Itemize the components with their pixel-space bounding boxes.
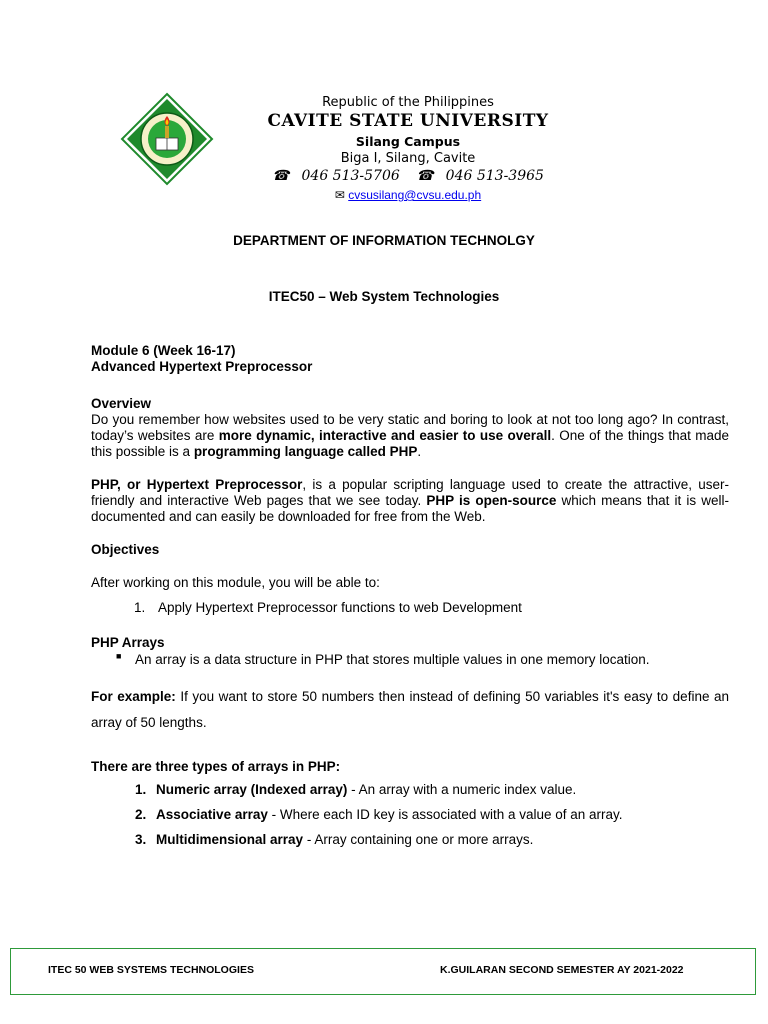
example-text: If you want to store 50 numbers then instead of defining 50 variables it's easy to define an array of 50 lengths. (91, 689, 730, 730)
republic-line: Republic of the Philippines (322, 95, 494, 110)
overview-paragraph-1 (91, 412, 729, 460)
example-paragraph (91, 684, 729, 736)
phone-icon: ☎ (416, 168, 434, 184)
type-name: Multidimensional array (156, 832, 304, 847)
phone-icon: ☎ (272, 168, 290, 184)
type-name: Numeric array (Indexed array) (156, 782, 348, 797)
module-title: Advanced Hypertext Preprocessor (91, 359, 313, 374)
type-desc: - Array containing one or more arrays. (303, 832, 534, 847)
emphasis: more dynamic, interactive and easier to use overall (218, 428, 552, 443)
university-seal-icon (120, 92, 214, 186)
email-link[interactable]: cvsusilang@cvsu.edu.ph (348, 188, 482, 202)
emphasis: programming language called PHP (193, 444, 418, 459)
emphasis: PHP, or Hypertext Preprocessor (91, 477, 303, 492)
type-desc: - Where each ID key is associated with a value of an array. (267, 807, 623, 822)
course-title: ITEC50 – Web System Technologies (268, 289, 500, 304)
arrays-heading: PHP Arrays (91, 635, 165, 650)
arrays-bullet: An array is a data structure in PHP that stores multiple values in one memory location. (135, 652, 650, 667)
bullet-icon: ■ (116, 651, 122, 661)
list-number: 3. (135, 832, 147, 847)
department-title: DEPARTMENT OF INFORMATION TECHNOLGY (233, 233, 535, 248)
list-item (135, 782, 576, 797)
envelope-icon: ✉ (334, 188, 345, 202)
footer-instructor: K.GUILARAN SECOND SEMESTER AY 2021-2022 (440, 964, 684, 976)
overview-paragraph-2 (91, 477, 729, 525)
type-desc: - An array with a numeric index value. (347, 782, 577, 797)
campus-name: Silang Campus (355, 134, 461, 149)
overview-heading: Overview (91, 396, 152, 411)
example-label: For example: (91, 689, 176, 704)
types-heading: There are three types of arrays in PHP: (91, 759, 341, 774)
list-item (135, 807, 623, 822)
phone-1: 046 513-5706 (301, 168, 400, 184)
campus-address: Biga I, Silang, Cavite (340, 151, 476, 166)
footer-course: ITEC 50 WEB SYSTEMS TECHNOLOGIES (48, 964, 254, 976)
text: which means that it is well-documented and can easily be downloaded for free from the Web. (91, 493, 729, 524)
module-week: Module 6 (Week 16-17) (91, 343, 236, 358)
email-line (260, 188, 556, 202)
objectives-heading: Objectives (91, 542, 160, 557)
list-item (135, 832, 533, 847)
text: . One of the things that made this possible is a (91, 428, 730, 459)
objective-item: Apply Hypertext Preprocessor functions to web Development (158, 600, 522, 615)
text: Do you remember how websites used to be very static and boring to look at not too long ago? In contrast, today’s websites are (91, 412, 729, 443)
phone-2: 046 513-3965 (445, 168, 544, 184)
list-number: 2. (135, 807, 147, 822)
phone-numbers (260, 168, 556, 184)
text: , is a popular scripting language used to create the attractive, user-friendly and interactive Web pages that we see today. (91, 477, 729, 508)
type-name: Associative array (156, 807, 268, 822)
university-name: CAVITE STATE UNIVERSITY (267, 111, 549, 131)
objective-number: 1. (134, 600, 146, 615)
text: . (417, 444, 422, 459)
list-number: 1. (135, 782, 147, 797)
emphasis: PHP is open-source (426, 493, 557, 508)
objectives-intro: After working on this module, you will be able to: (91, 575, 380, 590)
